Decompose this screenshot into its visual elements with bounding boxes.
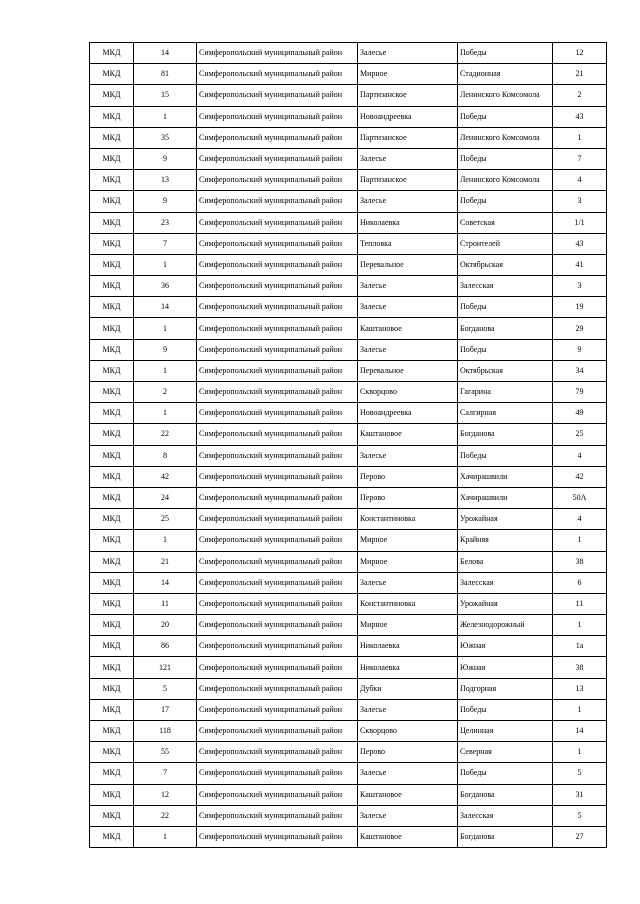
table-row xyxy=(90,551,607,572)
house-number-cell: 27 xyxy=(553,826,607,847)
settlement-cell: Новоандреевка xyxy=(358,403,458,424)
settlement-cell: Залесье xyxy=(358,191,458,212)
object-type-cell: МКД xyxy=(90,85,134,106)
object-type-cell: МКД xyxy=(90,615,134,636)
record-number-cell: 24 xyxy=(134,487,197,508)
street-cell: Строителей xyxy=(458,233,553,254)
object-type-cell: МКД xyxy=(90,678,134,699)
settlement-cell: Перово xyxy=(358,466,458,487)
table-row xyxy=(90,678,607,699)
district-cell: Симферопольский муниципальный район xyxy=(197,721,358,742)
house-number-cell: 19 xyxy=(553,297,607,318)
district-cell: Симферопольский муниципальный район xyxy=(197,85,358,106)
record-number-cell: 9 xyxy=(134,339,197,360)
table-row xyxy=(90,106,607,127)
table-row xyxy=(90,805,607,826)
table-row xyxy=(90,64,607,85)
district-cell: Симферопольский муниципальный район xyxy=(197,106,358,127)
house-number-cell: 12 xyxy=(553,43,607,64)
record-number-cell: 2 xyxy=(134,382,197,403)
table-row xyxy=(90,212,607,233)
district-cell: Симферопольский муниципальный район xyxy=(197,233,358,254)
record-number-cell: 1 xyxy=(134,106,197,127)
table-row xyxy=(90,85,607,106)
table-row xyxy=(90,339,607,360)
settlement-cell: Мирное xyxy=(358,551,458,572)
settlement-cell: Перово xyxy=(358,742,458,763)
settlement-cell: Залесье xyxy=(358,148,458,169)
street-cell: Железнодорожный xyxy=(458,615,553,636)
house-number-cell: 1 xyxy=(553,615,607,636)
object-type-cell: МКД xyxy=(90,721,134,742)
object-type-cell: МКД xyxy=(90,382,134,403)
settlement-cell: Николаевка xyxy=(358,212,458,233)
settlement-cell: Мирное xyxy=(358,615,458,636)
street-cell: Южная xyxy=(458,657,553,678)
street-cell: Урожайная xyxy=(458,593,553,614)
object-type-cell: МКД xyxy=(90,254,134,275)
table-row xyxy=(90,636,607,657)
object-type-cell: МКД xyxy=(90,170,134,191)
house-number-cell: 41 xyxy=(553,254,607,275)
district-cell: Симферопольский муниципальный район xyxy=(197,424,358,445)
district-cell: Симферопольский муниципальный район xyxy=(197,318,358,339)
house-number-cell: 1 xyxy=(553,742,607,763)
street-cell: Залесская xyxy=(458,572,553,593)
record-number-cell: 55 xyxy=(134,742,197,763)
settlement-cell: Залесье xyxy=(358,805,458,826)
object-type-cell: МКД xyxy=(90,191,134,212)
settlement-cell: Перевальное xyxy=(358,360,458,381)
house-number-cell: 4 xyxy=(553,509,607,530)
district-cell: Симферопольский муниципальный район xyxy=(197,466,358,487)
object-type-cell: МКД xyxy=(90,572,134,593)
record-number-cell: 15 xyxy=(134,85,197,106)
street-cell: Целинная xyxy=(458,721,553,742)
table-row xyxy=(90,466,607,487)
house-number-cell: 14 xyxy=(553,721,607,742)
table-row xyxy=(90,572,607,593)
settlement-cell: Залесье xyxy=(358,276,458,297)
table-row xyxy=(90,318,607,339)
house-number-cell: 31 xyxy=(553,784,607,805)
object-type-cell: МКД xyxy=(90,509,134,530)
district-cell: Симферопольский муниципальный район xyxy=(197,487,358,508)
street-cell: Урожайная xyxy=(458,509,553,530)
object-type-cell: МКД xyxy=(90,487,134,508)
settlement-cell: Залесье xyxy=(358,43,458,64)
house-number-cell: 1 xyxy=(553,530,607,551)
district-cell: Симферопольский муниципальный район xyxy=(197,360,358,381)
street-cell: Победы xyxy=(458,297,553,318)
district-cell: Симферопольский муниципальный район xyxy=(197,615,358,636)
district-cell: Симферопольский муниципальный район xyxy=(197,742,358,763)
street-cell: Хачирашвили xyxy=(458,487,553,508)
district-cell: Симферопольский муниципальный район xyxy=(197,678,358,699)
table-row xyxy=(90,170,607,191)
district-cell: Симферопольский муниципальный район xyxy=(197,826,358,847)
house-number-cell: 38 xyxy=(553,551,607,572)
settlement-cell: Залесье xyxy=(358,339,458,360)
record-number-cell: 7 xyxy=(134,763,197,784)
object-type-cell: МКД xyxy=(90,593,134,614)
table-row xyxy=(90,487,607,508)
record-number-cell: 86 xyxy=(134,636,197,657)
house-number-cell: 7 xyxy=(553,148,607,169)
district-cell: Симферопольский муниципальный район xyxy=(197,657,358,678)
record-number-cell: 14 xyxy=(134,572,197,593)
house-number-cell: 6 xyxy=(553,572,607,593)
street-cell: Ленинского Комсомола xyxy=(458,170,553,191)
record-number-cell: 13 xyxy=(134,170,197,191)
object-type-cell: МКД xyxy=(90,445,134,466)
district-cell: Симферопольский муниципальный район xyxy=(197,805,358,826)
district-cell: Симферопольский муниципальный район xyxy=(197,445,358,466)
house-number-cell: 9 xyxy=(553,339,607,360)
record-number-cell: 25 xyxy=(134,509,197,530)
street-cell: Победы xyxy=(458,106,553,127)
object-type-cell: МКД xyxy=(90,403,134,424)
settlement-cell: Новоандреевка xyxy=(358,106,458,127)
street-cell: Богданова xyxy=(458,826,553,847)
district-cell: Симферопольский муниципальный район xyxy=(197,551,358,572)
settlement-cell: Скворцово xyxy=(358,721,458,742)
house-number-cell: 50А xyxy=(553,487,607,508)
house-number-cell: 5 xyxy=(553,763,607,784)
district-cell: Симферопольский муниципальный район xyxy=(197,763,358,784)
settlement-cell: Мирное xyxy=(358,530,458,551)
district-cell: Симферопольский муниципальный район xyxy=(197,403,358,424)
house-number-cell: 25 xyxy=(553,424,607,445)
record-number-cell: 20 xyxy=(134,615,197,636)
record-number-cell: 14 xyxy=(134,43,197,64)
object-type-cell: МКД xyxy=(90,805,134,826)
district-cell: Симферопольский муниципальный район xyxy=(197,593,358,614)
street-cell: Южная xyxy=(458,636,553,657)
record-number-cell: 121 xyxy=(134,657,197,678)
house-number-cell: 1а xyxy=(553,636,607,657)
table-row xyxy=(90,530,607,551)
table-row xyxy=(90,127,607,148)
house-number-cell: 1 xyxy=(553,127,607,148)
settlement-cell: Перово xyxy=(358,487,458,508)
house-number-cell: 29 xyxy=(553,318,607,339)
object-type-cell: МКД xyxy=(90,106,134,127)
settlement-cell: Константиновка xyxy=(358,593,458,614)
house-number-cell: 1/1 xyxy=(553,212,607,233)
record-number-cell: 118 xyxy=(134,721,197,742)
table-row xyxy=(90,826,607,847)
record-number-cell: 9 xyxy=(134,148,197,169)
settlement-cell: Тепловка xyxy=(358,233,458,254)
street-cell: Октябрьская xyxy=(458,360,553,381)
table-row xyxy=(90,742,607,763)
object-type-cell: МКД xyxy=(90,742,134,763)
table-row xyxy=(90,233,607,254)
table-row xyxy=(90,43,607,64)
street-cell: Ленинского Комсомола xyxy=(458,127,553,148)
object-type-cell: МКД xyxy=(90,276,134,297)
house-number-cell: 38 xyxy=(553,657,607,678)
object-type-cell: МКД xyxy=(90,297,134,318)
record-number-cell: 1 xyxy=(134,403,197,424)
street-cell: Советская xyxy=(458,212,553,233)
street-cell: Победы xyxy=(458,191,553,212)
house-number-cell: 42 xyxy=(553,466,607,487)
settlement-cell: Залесье xyxy=(358,297,458,318)
table-row xyxy=(90,297,607,318)
object-type-cell: МКД xyxy=(90,699,134,720)
object-type-cell: МКД xyxy=(90,212,134,233)
table-row xyxy=(90,148,607,169)
house-number-cell: 3 xyxy=(553,191,607,212)
district-cell: Симферопольский муниципальный район xyxy=(197,64,358,85)
street-cell: Победы xyxy=(458,43,553,64)
table-row xyxy=(90,445,607,466)
record-number-cell: 42 xyxy=(134,466,197,487)
record-number-cell: 81 xyxy=(134,64,197,85)
object-type-cell: МКД xyxy=(90,657,134,678)
district-cell: Симферопольский муниципальный район xyxy=(197,212,358,233)
street-cell: Залесская xyxy=(458,276,553,297)
record-number-cell: 1 xyxy=(134,826,197,847)
settlement-cell: Каштановое xyxy=(358,318,458,339)
table-row xyxy=(90,191,607,212)
district-cell: Симферопольский муниципальный район xyxy=(197,636,358,657)
settlement-cell: Залесье xyxy=(358,763,458,784)
house-number-cell: 43 xyxy=(553,233,607,254)
street-cell: Белова xyxy=(458,551,553,572)
street-cell: Победы xyxy=(458,148,553,169)
settlement-cell: Николаевка xyxy=(358,636,458,657)
street-cell: Салгирная xyxy=(458,403,553,424)
object-type-cell: МКД xyxy=(90,551,134,572)
street-cell: Гагарина xyxy=(458,382,553,403)
registry-table xyxy=(89,42,607,848)
house-number-cell: 4 xyxy=(553,445,607,466)
house-number-cell: 1 xyxy=(553,699,607,720)
settlement-cell: Дубки xyxy=(358,678,458,699)
table-row xyxy=(90,784,607,805)
street-cell: Богданова xyxy=(458,318,553,339)
record-number-cell: 7 xyxy=(134,233,197,254)
district-cell: Симферопольский муниципальный район xyxy=(197,148,358,169)
district-cell: Симферопольский муниципальный район xyxy=(197,297,358,318)
house-number-cell: 43 xyxy=(553,106,607,127)
record-number-cell: 22 xyxy=(134,805,197,826)
table-row xyxy=(90,657,607,678)
registry-table-body xyxy=(90,43,607,848)
object-type-cell: МКД xyxy=(90,466,134,487)
record-number-cell: 11 xyxy=(134,593,197,614)
object-type-cell: МКД xyxy=(90,64,134,85)
object-type-cell: МКД xyxy=(90,339,134,360)
settlement-cell: Партизанское xyxy=(358,85,458,106)
record-number-cell: 21 xyxy=(134,551,197,572)
record-number-cell: 23 xyxy=(134,212,197,233)
street-cell: Подгорная xyxy=(458,678,553,699)
district-cell: Симферопольский муниципальный район xyxy=(197,127,358,148)
street-cell: Богданова xyxy=(458,424,553,445)
table-row xyxy=(90,403,607,424)
table-row xyxy=(90,721,607,742)
record-number-cell: 17 xyxy=(134,699,197,720)
house-number-cell: 21 xyxy=(553,64,607,85)
street-cell: Ленинского Комсомола xyxy=(458,85,553,106)
settlement-cell: Мирное xyxy=(358,64,458,85)
object-type-cell: МКД xyxy=(90,530,134,551)
object-type-cell: МКД xyxy=(90,784,134,805)
record-number-cell: 1 xyxy=(134,530,197,551)
house-number-cell: 49 xyxy=(553,403,607,424)
settlement-cell: Каштановое xyxy=(358,826,458,847)
house-number-cell: 79 xyxy=(553,382,607,403)
record-number-cell: 5 xyxy=(134,678,197,699)
settlement-cell: Партизанское xyxy=(358,170,458,191)
street-cell: Крайняя xyxy=(458,530,553,551)
district-cell: Симферопольский муниципальный район xyxy=(197,784,358,805)
settlement-cell: Залесье xyxy=(358,445,458,466)
object-type-cell: МКД xyxy=(90,636,134,657)
district-cell: Симферопольский муниципальный район xyxy=(197,339,358,360)
object-type-cell: МКД xyxy=(90,43,134,64)
object-type-cell: МКД xyxy=(90,318,134,339)
record-number-cell: 9 xyxy=(134,191,197,212)
record-number-cell: 8 xyxy=(134,445,197,466)
district-cell: Симферопольский муниципальный район xyxy=(197,191,358,212)
district-cell: Симферопольский муниципальный район xyxy=(197,276,358,297)
table-row xyxy=(90,615,607,636)
house-number-cell: 13 xyxy=(553,678,607,699)
street-cell: Залесская xyxy=(458,805,553,826)
record-number-cell: 1 xyxy=(134,254,197,275)
table-row xyxy=(90,763,607,784)
street-cell: Октябрьская xyxy=(458,254,553,275)
table-row xyxy=(90,382,607,403)
table-row xyxy=(90,509,607,530)
district-cell: Симферопольский муниципальный район xyxy=(197,530,358,551)
street-cell: Победы xyxy=(458,699,553,720)
settlement-cell: Скворцово xyxy=(358,382,458,403)
settlement-cell: Партизанское xyxy=(358,127,458,148)
district-cell: Симферопольский муниципальный район xyxy=(197,699,358,720)
table-row xyxy=(90,276,607,297)
district-cell: Симферопольский муниципальный район xyxy=(197,572,358,593)
district-cell: Симферопольский муниципальный район xyxy=(197,43,358,64)
street-cell: Богданова xyxy=(458,784,553,805)
table-row xyxy=(90,699,607,720)
record-number-cell: 12 xyxy=(134,784,197,805)
settlement-cell: Константиновка xyxy=(358,509,458,530)
object-type-cell: МКД xyxy=(90,424,134,445)
settlement-cell: Николаевка xyxy=(358,657,458,678)
house-number-cell: 11 xyxy=(553,593,607,614)
house-number-cell: 5 xyxy=(553,805,607,826)
table-row xyxy=(90,254,607,275)
district-cell: Симферопольский муниципальный район xyxy=(197,170,358,191)
street-cell: Победы xyxy=(458,445,553,466)
object-type-cell: МКД xyxy=(90,233,134,254)
record-number-cell: 1 xyxy=(134,318,197,339)
settlement-cell: Залесье xyxy=(358,699,458,720)
house-number-cell: 3 xyxy=(553,276,607,297)
record-number-cell: 35 xyxy=(134,127,197,148)
settlement-cell: Залесье xyxy=(358,572,458,593)
object-type-cell: МКД xyxy=(90,148,134,169)
house-number-cell: 34 xyxy=(553,360,607,381)
settlement-cell: Каштановое xyxy=(358,784,458,805)
object-type-cell: МКД xyxy=(90,127,134,148)
record-number-cell: 36 xyxy=(134,276,197,297)
settlement-cell: Каштановое xyxy=(358,424,458,445)
street-cell: Хачирашвили xyxy=(458,466,553,487)
table-row xyxy=(90,360,607,381)
street-cell: Северная xyxy=(458,742,553,763)
record-number-cell: 22 xyxy=(134,424,197,445)
district-cell: Симферопольский муниципальный район xyxy=(197,382,358,403)
record-number-cell: 1 xyxy=(134,360,197,381)
street-cell: Стадионная xyxy=(458,64,553,85)
object-type-cell: МКД xyxy=(90,826,134,847)
record-number-cell: 14 xyxy=(134,297,197,318)
settlement-cell: Перевальное xyxy=(358,254,458,275)
table-row xyxy=(90,593,607,614)
district-cell: Симферопольский муниципальный район xyxy=(197,254,358,275)
district-cell: Симферопольский муниципальный район xyxy=(197,509,358,530)
table-row xyxy=(90,424,607,445)
object-type-cell: МКД xyxy=(90,360,134,381)
house-number-cell: 4 xyxy=(553,170,607,191)
house-number-cell: 2 xyxy=(553,85,607,106)
street-cell: Победы xyxy=(458,339,553,360)
object-type-cell: МКД xyxy=(90,763,134,784)
street-cell: Победы xyxy=(458,763,553,784)
